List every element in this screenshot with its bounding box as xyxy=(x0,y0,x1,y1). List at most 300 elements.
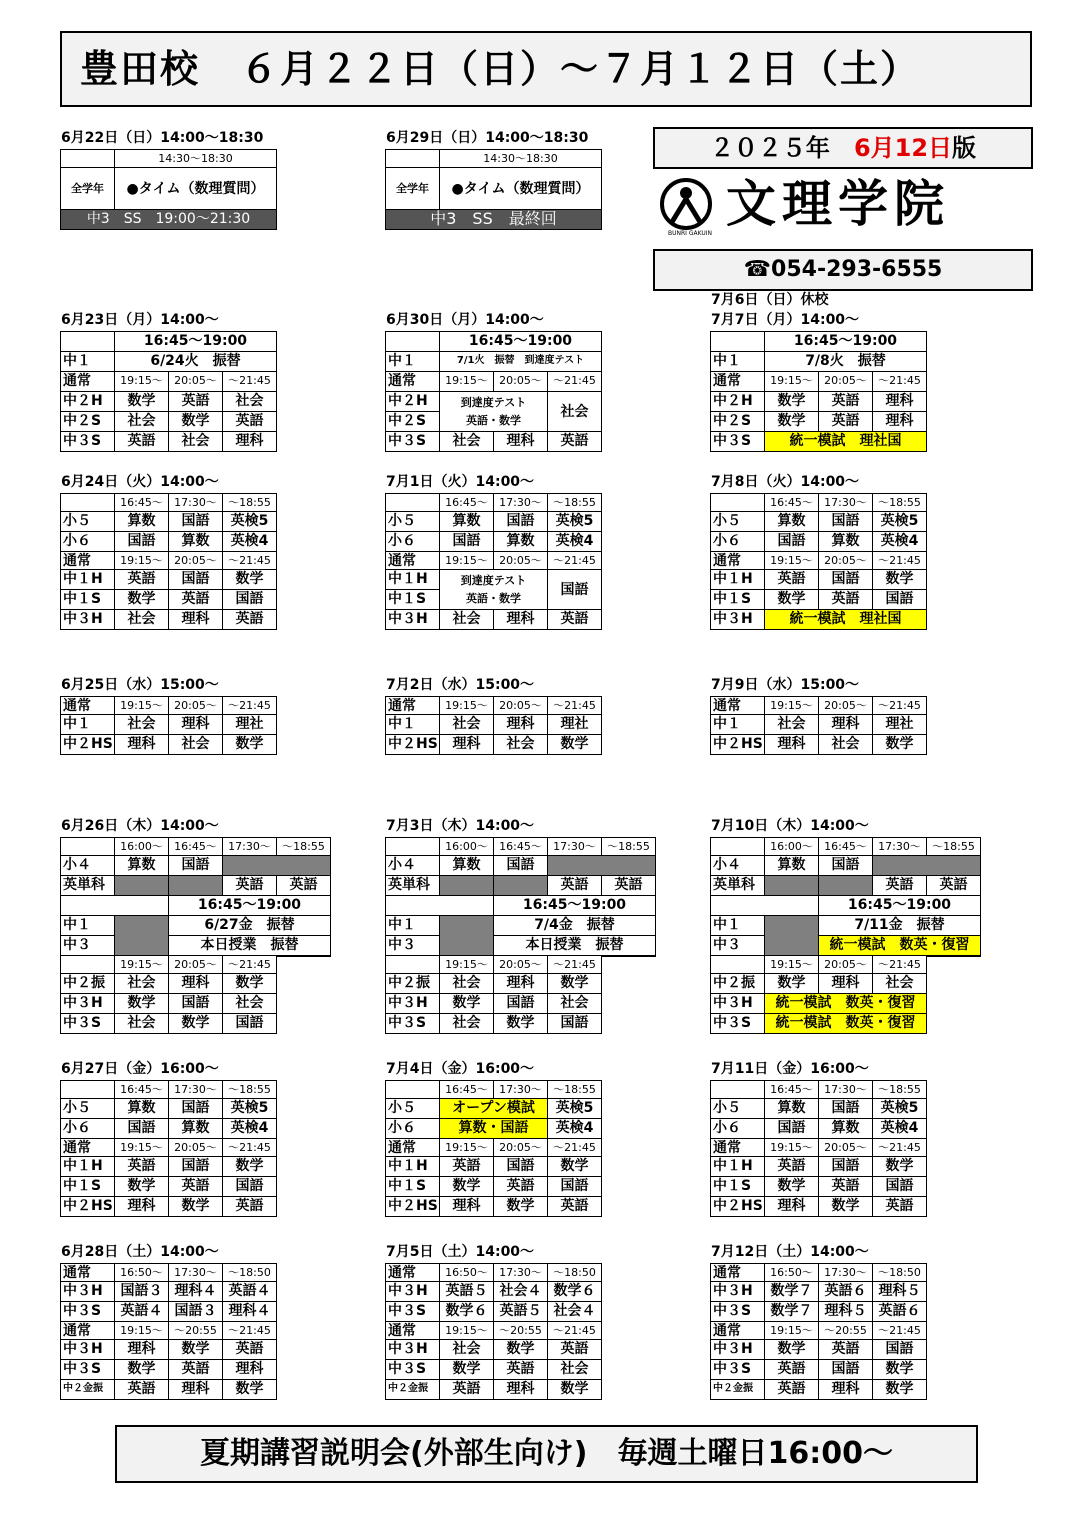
time-cell: 20:05～ xyxy=(819,956,873,974)
mock-exam-cell: 統一模試 数英・復習 xyxy=(765,1014,927,1034)
content-cell xyxy=(115,168,277,210)
subject-cell: 数学 xyxy=(765,412,819,432)
subject-cell: 国語 xyxy=(819,856,873,876)
subject-cell: 社会 xyxy=(819,735,873,755)
time-cell: 17:30～ xyxy=(819,1081,873,1099)
row-label: 中２HS xyxy=(711,1197,765,1217)
note-cell: 7/8火 振替 xyxy=(765,352,927,372)
subject-cell: 数学 xyxy=(873,570,927,590)
subject-cell: 社会 xyxy=(765,715,819,735)
subject-cell: 算数 xyxy=(819,532,873,552)
time-cell: 20:05～ xyxy=(819,697,873,715)
time-cell: 16:00～ xyxy=(440,838,494,856)
row-label: 中１ xyxy=(386,715,440,735)
time-cell: ～20:55 xyxy=(494,1322,548,1340)
subject-cell: 数学 xyxy=(873,1360,927,1380)
blank-cell xyxy=(765,896,819,916)
subject-cell: 英語４ xyxy=(223,1282,277,1302)
subject-cell: 英検5 xyxy=(548,512,602,532)
time-cell: ～21:45 xyxy=(548,1139,602,1157)
subject-cell: 理科 xyxy=(873,392,927,412)
subject-cell: 英語 xyxy=(223,610,277,630)
time-cell: 16:45～ xyxy=(115,1081,169,1099)
row-label: 中２振 xyxy=(711,974,765,994)
subject-cell: 社会 xyxy=(440,974,494,994)
time-cell: 19:15～ xyxy=(765,372,819,392)
row-label: 中１H xyxy=(61,570,115,590)
subject-cell: 理科４ xyxy=(169,1282,223,1302)
time-cell: 20:05～ xyxy=(819,552,873,570)
time-cell: 20:05～ xyxy=(169,1139,223,1157)
time-cell: ～21:45 xyxy=(873,956,927,974)
subject-cell: 数学７ xyxy=(765,1302,819,1322)
time-cell: ～21:45 xyxy=(873,1139,927,1157)
subject-cell: 数学 xyxy=(115,994,169,1014)
mock-exam-cell: 統一模試 数英・復習 xyxy=(765,994,927,1014)
subject-cell: 社会 xyxy=(223,994,277,1014)
time-pair xyxy=(440,372,548,392)
subject-cell: 理科 xyxy=(819,715,873,735)
time-cell: 20:05～ xyxy=(169,552,223,570)
time-cell: 14:30～18:30 xyxy=(440,150,602,168)
time-cell: 17:30～ xyxy=(169,1081,223,1099)
subject-cell: 数学 xyxy=(440,1360,494,1380)
subject-cell: 国語 xyxy=(223,590,277,610)
tue-d1-header: 6月24日（火）14:00～ xyxy=(61,474,219,490)
subject-cell: 理科 xyxy=(440,735,494,755)
blank-cell xyxy=(711,1081,765,1099)
blocked-cell xyxy=(440,876,494,896)
blocked-cell xyxy=(115,876,169,896)
subject-cell: 数学 xyxy=(223,1380,277,1400)
row-label: 中１H xyxy=(711,1157,765,1177)
time-cell: 16:45～ xyxy=(440,494,494,512)
subject-cell: 理科 xyxy=(169,610,223,630)
subject-cell: 理科 xyxy=(494,1380,548,1400)
sat-d2-header: 7月5日（土）14:00～ xyxy=(386,1244,535,1260)
subject-cell: 算数 xyxy=(765,512,819,532)
subject-cell: 英語６ xyxy=(873,1302,927,1322)
blocked-cell xyxy=(765,876,819,896)
subject-cell: 国語 xyxy=(223,1177,277,1197)
row-label: 中３H xyxy=(386,994,440,1014)
subject-cell: 英語 xyxy=(223,412,277,432)
blocked-cell xyxy=(494,876,548,896)
fri-d2-table xyxy=(385,1080,602,1217)
subject-cell: 英語 xyxy=(115,1380,169,1400)
blocked-cell xyxy=(115,916,169,956)
subject-cell: 英検4 xyxy=(873,532,927,552)
subject-cell: 英語 xyxy=(223,876,277,896)
time-cell: ～21:45 xyxy=(548,552,602,570)
subject-cell: 英語 xyxy=(765,570,819,590)
content-text: タイム（数理質問） xyxy=(138,180,265,197)
subject-cell: 国語 xyxy=(494,512,548,532)
blank-cell xyxy=(927,974,981,994)
subject-cell: 英検4 xyxy=(223,532,277,552)
subject-cell: 数学７ xyxy=(765,1282,819,1302)
row-label: 中２H xyxy=(61,392,115,412)
note-cell: 6/27金 振替 xyxy=(169,916,331,936)
row-label: 中１ xyxy=(386,352,440,372)
blank-cell xyxy=(386,956,440,974)
row-label: 中１S xyxy=(386,1177,440,1197)
time-cell: 16:45～19:00 xyxy=(169,896,331,916)
wed-d3-header: 7月9日（水）15:00～ xyxy=(711,677,860,693)
subject-cell: 数学 xyxy=(440,1177,494,1197)
subject-cell: 理科 xyxy=(115,1197,169,1217)
subject-cell: 算数 xyxy=(115,856,169,876)
row-label: 小６ xyxy=(61,1119,115,1139)
blank-cell xyxy=(927,956,981,974)
row-label: 中３ xyxy=(61,936,115,956)
subject-cell: 英語 xyxy=(819,392,873,412)
time-cell: 19:15～ xyxy=(440,1322,494,1340)
time-cell: 16:45～19:00 xyxy=(494,896,656,916)
time-cell: 16:45～ xyxy=(494,838,548,856)
time-cell: 16:50～ xyxy=(115,1264,169,1282)
time-cell: ～18:50 xyxy=(223,1264,277,1282)
row-label: 小４ xyxy=(386,856,440,876)
fri-d2-header: 7月4日（金）16:00～ xyxy=(386,1061,535,1077)
subject-cell: 数学６ xyxy=(548,1282,602,1302)
phone-box xyxy=(653,249,1033,291)
subject-cell: 数学 xyxy=(169,1197,223,1217)
subject-cell: 数学 xyxy=(115,1177,169,1197)
subject-cell: 数学 xyxy=(169,1340,223,1360)
note-cell: 7/11金 振替 xyxy=(819,916,981,936)
row-label: 小５ xyxy=(61,1099,115,1119)
drop-icon: ● xyxy=(126,180,139,197)
time-cell: ～20:55 xyxy=(169,1322,223,1340)
time-cell: 17:30～ xyxy=(223,838,277,856)
subject-cell: 英検4 xyxy=(873,1119,927,1139)
edition-box xyxy=(653,127,1033,169)
note-cell: 本日授業 振替 xyxy=(169,936,331,956)
row-label: 中３S xyxy=(711,1302,765,1322)
time-cell: ～20:55 xyxy=(819,1322,873,1340)
time-cell: 17:30～ xyxy=(873,838,927,856)
subject-cell: 理科 xyxy=(223,432,277,452)
subject-cell: 国語 xyxy=(169,994,223,1014)
subject-cell: 英語４ xyxy=(115,1302,169,1322)
open-mock-subjects: 算数・国語 xyxy=(440,1119,548,1139)
time-cell: ～18:50 xyxy=(873,1264,927,1282)
row-label: 中２金振 xyxy=(711,1380,765,1400)
subject-cell: 社会 xyxy=(873,974,927,994)
time-cell: ～21:45 xyxy=(223,1139,277,1157)
blank-cell xyxy=(386,332,440,352)
blank-cell xyxy=(386,150,440,168)
fri-d3-table xyxy=(710,1080,927,1217)
subject-cell: 社会 xyxy=(115,1014,169,1034)
bunri-logo-icon xyxy=(660,178,712,230)
sun-d1-header: 6月22日（日）14:00～18:30 xyxy=(61,130,264,146)
time-cell: 19:15～ xyxy=(115,372,169,392)
subject-cell: 数学 xyxy=(223,570,277,590)
time-cell: 20:05～ xyxy=(494,697,548,715)
row-label: 中３ xyxy=(386,936,440,956)
blocked-cell xyxy=(765,916,819,956)
subject-cell: 理科 xyxy=(494,432,548,452)
subject-cell: 算数 xyxy=(765,856,819,876)
row-label: 中１H xyxy=(711,570,765,590)
blank-cell xyxy=(386,1081,440,1099)
row-label: 中２HS xyxy=(711,735,765,755)
time-cell: ～21:45 xyxy=(873,552,927,570)
row-label: 中１ xyxy=(711,916,765,936)
open-mock-cell: オープン模試 xyxy=(440,1099,548,1119)
subject-cell: 英語 xyxy=(277,876,331,896)
thu-d2-header: 7月3日（木）14:00～ xyxy=(386,818,535,834)
time-cell: 17:30～ xyxy=(548,838,602,856)
time-cell: ～18:55 xyxy=(602,838,656,856)
time-cell: 16:45～ xyxy=(115,494,169,512)
blank-cell xyxy=(61,150,115,168)
subject-cell: 数学 xyxy=(494,1014,548,1034)
row-label: 中３S xyxy=(711,432,765,452)
subject-cell: 数学 xyxy=(494,1197,548,1217)
row-label: 通常 xyxy=(386,1322,440,1340)
subject-cell: 国語 xyxy=(819,570,873,590)
row-label: 通常 xyxy=(61,1322,115,1340)
subject-cell: 数学 xyxy=(115,392,169,412)
row-label: 中２S xyxy=(711,412,765,432)
row-label: 中３H xyxy=(711,1340,765,1360)
subject-cell: 英語 xyxy=(223,1340,277,1360)
blank-cell xyxy=(61,332,115,352)
time-cell: ～21:45 xyxy=(223,1322,277,1340)
subject-cell: 英語 xyxy=(494,1177,548,1197)
time-cell: 14:30～18:30 xyxy=(115,150,277,168)
subject-cell: 理科 xyxy=(440,1197,494,1217)
row-label: 通常 xyxy=(711,1264,765,1282)
subject-cell: 数学 xyxy=(873,735,927,755)
subject-cell: 英検4 xyxy=(548,1119,602,1139)
phone-number: 054-293-6555 xyxy=(771,257,943,282)
test-subjects: 英語・数学 xyxy=(466,591,521,605)
subject-cell: 英語 xyxy=(819,1177,873,1197)
subject-cell: 英語 xyxy=(548,610,602,630)
row-label: 中３H xyxy=(711,1282,765,1302)
subject-cell: 国語 xyxy=(115,1119,169,1139)
time-cell: 17:30～ xyxy=(494,1264,548,1282)
subject-cell: 国語 xyxy=(169,570,223,590)
sun-d2-header: 6月29日（日）14:00～18:30 xyxy=(386,130,589,146)
row-label: 通常 xyxy=(711,1322,765,1340)
subject-cell: 社会 xyxy=(169,735,223,755)
subject-cell: 国語 xyxy=(873,1177,927,1197)
blocked-cell xyxy=(223,856,331,876)
subject-cell: 国語 xyxy=(873,590,927,610)
edition-suffix: 版 xyxy=(952,134,977,162)
time-cell: 17:30～ xyxy=(819,1264,873,1282)
subject-cell: 算数 xyxy=(765,1099,819,1119)
subject-cell: 算数 xyxy=(115,512,169,532)
row-label: 中３H xyxy=(61,1282,115,1302)
subject-cell: 国語 xyxy=(819,1157,873,1177)
subject-cell: 英語 xyxy=(548,432,602,452)
row-label: 通常 xyxy=(711,1139,765,1157)
time-cell: ～21:45 xyxy=(873,372,927,392)
subject-cell: 国語 xyxy=(169,856,223,876)
subject-cell: 数学 xyxy=(548,735,602,755)
subject-cell: 英語 xyxy=(115,1157,169,1177)
row-label: 小４ xyxy=(711,856,765,876)
subject-cell: 英語 xyxy=(440,1380,494,1400)
time-cell: 20:05～ xyxy=(819,372,873,392)
subject-cell: 数学 xyxy=(115,1360,169,1380)
subject-cell: 英検4 xyxy=(223,1119,277,1139)
mock-exam-cell: 統一模試 理社国 xyxy=(765,432,927,452)
time-cell: 20:05～ xyxy=(494,552,548,570)
row-label: 中３S xyxy=(711,1360,765,1380)
closed-notice: 7月6日（日）休校 xyxy=(711,292,829,308)
subject-cell: 数学 xyxy=(548,974,602,994)
blank-cell xyxy=(602,994,656,1014)
time-cell: 20:05～ xyxy=(169,956,223,974)
subject-cell: 英検5 xyxy=(223,1099,277,1119)
tue-d2-table xyxy=(385,493,602,630)
subject-cell: 英語 xyxy=(819,1340,873,1360)
sat-d1-table xyxy=(60,1263,277,1400)
time-cell: 16:45～ xyxy=(819,838,873,856)
subject-cell: 英検5 xyxy=(223,512,277,532)
time-cell: 19:15～ xyxy=(440,956,494,974)
row-label: 中２金振 xyxy=(386,1380,440,1400)
time-cell: ～18:55 xyxy=(223,1081,277,1099)
row-label: 小６ xyxy=(386,1119,440,1139)
time-cell: ～21:45 xyxy=(223,372,277,392)
row-label: 中１S xyxy=(386,590,440,610)
subject-cell: 英検5 xyxy=(548,1099,602,1119)
row-label: 中３S xyxy=(61,1014,115,1034)
subject-cell: 数学 xyxy=(765,392,819,412)
subject-cell: 英語 xyxy=(602,876,656,896)
subject-cell: 英語 xyxy=(223,1197,277,1217)
time-cell: ～21:45 xyxy=(548,1322,602,1340)
subject-cell: 国語 xyxy=(819,1099,873,1119)
subject-cell: 理社 xyxy=(873,715,927,735)
row-label: 中３H xyxy=(386,1282,440,1302)
row-label: 通常 xyxy=(61,552,115,570)
subject-cell: 理科 xyxy=(819,1380,873,1400)
time-cell: ～21:45 xyxy=(548,697,602,715)
wed-d2-header: 7月2日（水）15:00～ xyxy=(386,677,535,693)
row-label: 中２H xyxy=(386,392,440,412)
time-cell: 19:15～ xyxy=(765,956,819,974)
row-label: 中３H xyxy=(61,610,115,630)
blank-cell xyxy=(602,956,656,974)
row-label: 通常 xyxy=(386,372,440,392)
subject-cell: 国語 xyxy=(765,532,819,552)
blocked-cell xyxy=(873,856,981,876)
mon-d2-table xyxy=(385,331,602,452)
row-label: 英単科 xyxy=(61,876,115,896)
time-cell: ～21:45 xyxy=(223,956,277,974)
row-label: 中１S xyxy=(61,1177,115,1197)
thu-d2-table xyxy=(385,837,656,1034)
row-label: 通常 xyxy=(61,1139,115,1157)
logo xyxy=(660,176,1032,238)
time-cell: 20:05～ xyxy=(494,1139,548,1157)
blank-cell xyxy=(386,838,440,856)
row-label: 中３S xyxy=(386,1360,440,1380)
time-cell: 16:00～ xyxy=(765,838,819,856)
time-cell: 20:05～ xyxy=(494,372,548,392)
subject-cell: 国語 xyxy=(494,1157,548,1177)
row-label: 中３H xyxy=(386,1340,440,1360)
subject-cell: 数学 xyxy=(223,735,277,755)
subject-cell: 社会４ xyxy=(494,1282,548,1302)
logo-name: 文理学院 xyxy=(726,175,950,233)
row-label: 中２金振 xyxy=(61,1380,115,1400)
row-label: 中２振 xyxy=(61,974,115,994)
subject-cell: 理科 xyxy=(223,1360,277,1380)
subject-cell: 理科 xyxy=(765,735,819,755)
time-cell: 17:30～ xyxy=(169,1264,223,1282)
row-label: 中２振 xyxy=(386,974,440,994)
subject-cell: 英語 xyxy=(765,1360,819,1380)
row-label: 中２S xyxy=(61,412,115,432)
time-cell: 19:15～ xyxy=(115,1322,169,1340)
subject-cell: 社会 xyxy=(440,1014,494,1034)
row-label: 中１H xyxy=(386,1157,440,1177)
time-cell: 20:05～ xyxy=(169,697,223,715)
grade-cell: 全学年 xyxy=(61,168,115,210)
wed-d2-table xyxy=(385,696,602,755)
subject-cell: 社会 xyxy=(494,735,548,755)
row-label: 通常 xyxy=(711,372,765,392)
note-cell: 7/1火 振替 到達度テスト xyxy=(440,352,602,372)
row-label: 英単科 xyxy=(386,876,440,896)
test-title: 到達度テスト xyxy=(460,573,527,587)
subject-cell: 数学 xyxy=(440,994,494,1014)
subject-cell: 理科 xyxy=(169,715,223,735)
blocked-cell xyxy=(169,876,223,896)
subject-cell: 英検4 xyxy=(548,532,602,552)
subject-cell: 理社 xyxy=(223,715,277,735)
row-label: 中１ xyxy=(386,916,440,936)
tue-d1-table xyxy=(60,493,277,630)
time-cell: 16:50～ xyxy=(765,1264,819,1282)
time-cell: 16:45～19:00 xyxy=(765,332,927,352)
subject-cell: 社会 xyxy=(548,392,602,432)
time-cell: 17:30～ xyxy=(169,494,223,512)
blank-cell xyxy=(440,896,494,916)
sat-d2-table xyxy=(385,1263,602,1400)
row-label: 小６ xyxy=(61,532,115,552)
subject-cell: 社会 xyxy=(115,610,169,630)
subject-cell: 国語 xyxy=(115,532,169,552)
ss-bar: 中3 SS 最終回 xyxy=(386,210,602,230)
subject-cell: 数学 xyxy=(765,1340,819,1360)
time-cell: 20:05～ xyxy=(494,956,548,974)
subject-cell: 英語５ xyxy=(494,1302,548,1322)
subject-cell: 理科 xyxy=(819,974,873,994)
subject-cell: 数学 xyxy=(873,1157,927,1177)
subject-cell: 数学 xyxy=(115,590,169,610)
subject-cell: 理科 xyxy=(115,735,169,755)
sat-d3-header: 7月12日（土）14:00～ xyxy=(711,1244,869,1260)
subject-cell: 数学 xyxy=(223,974,277,994)
fri-d1-header: 6月27日（金）16:00～ xyxy=(61,1061,219,1077)
blank-cell xyxy=(386,896,440,916)
wed-d1-header: 6月25日（水）15:00～ xyxy=(61,677,219,693)
row-label: 中２HS xyxy=(61,1197,115,1217)
subject-cell: 数学 xyxy=(765,974,819,994)
subject-cell: 国語 xyxy=(494,994,548,1014)
